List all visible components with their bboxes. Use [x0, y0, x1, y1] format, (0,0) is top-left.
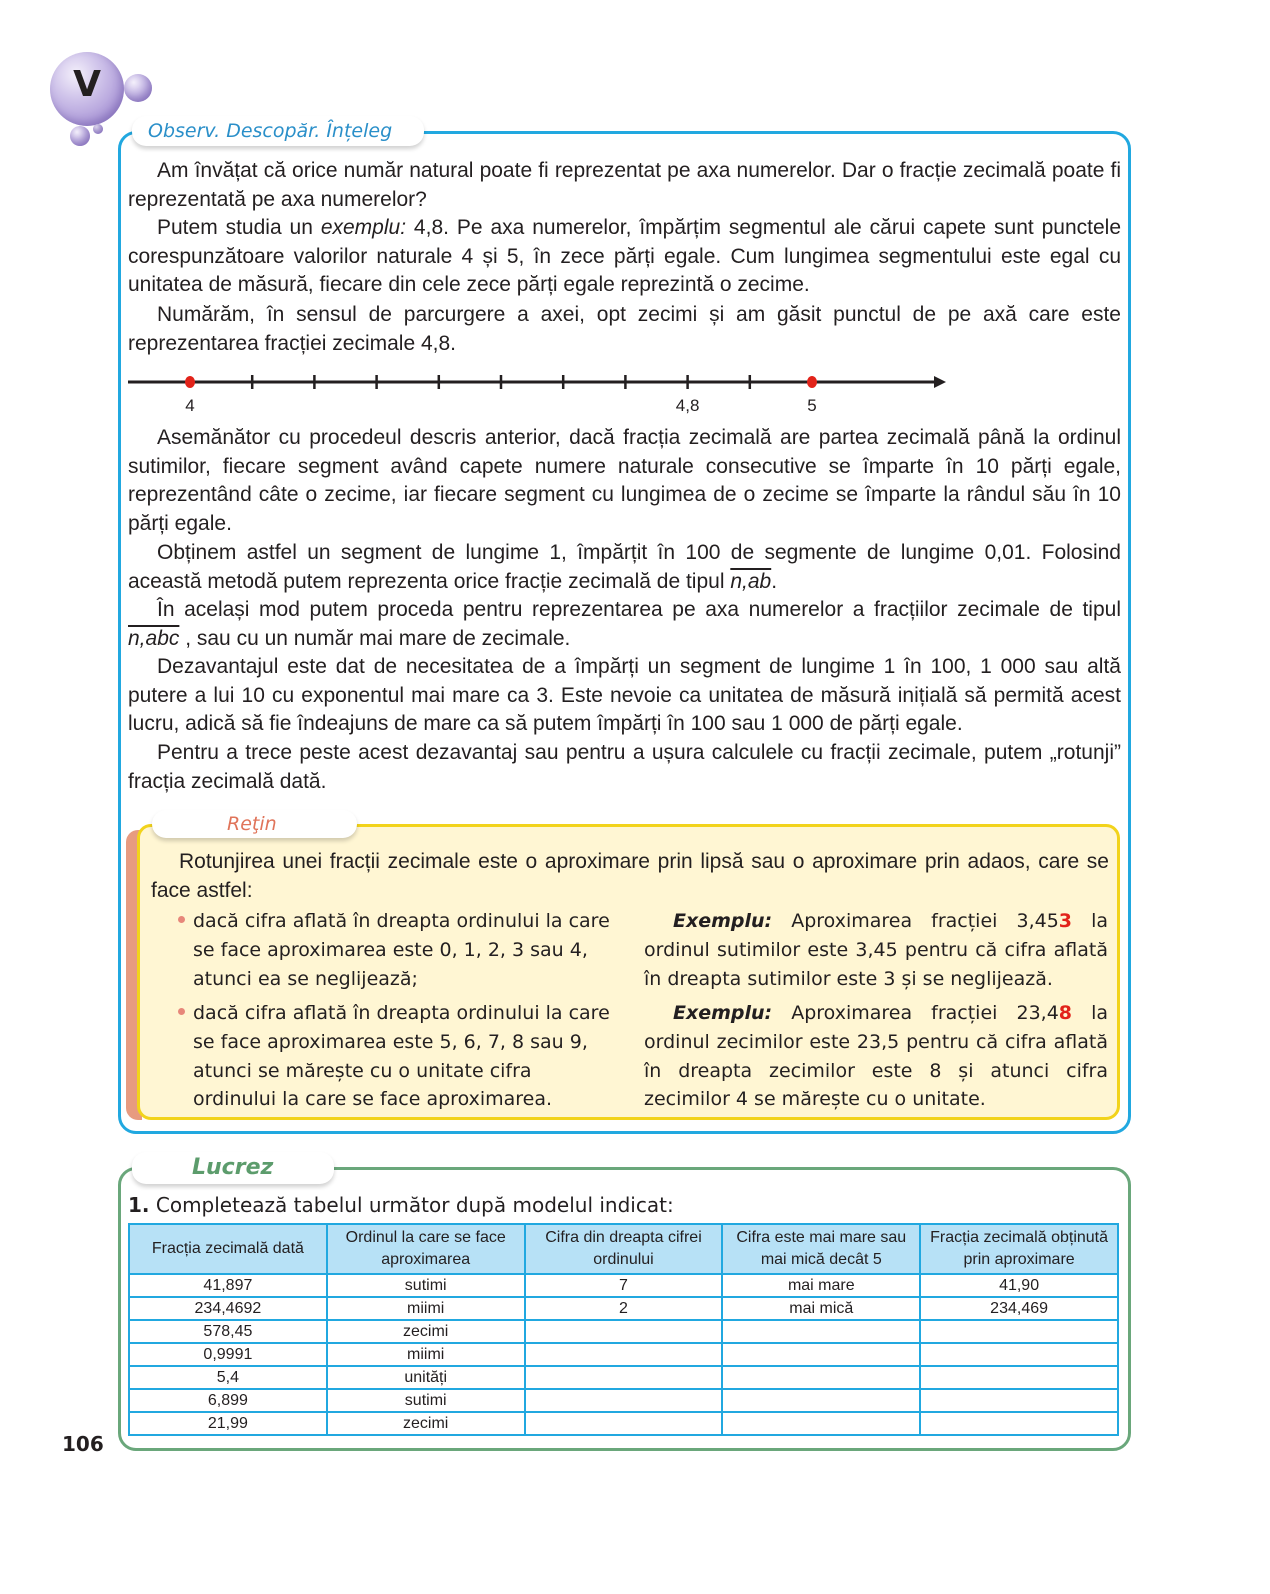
- rule-bullet-2: dacă cifra aflată în dreapta ordinului la care se face aproximarea este 5, 6, 7, 8 sau 9, atunci se mărește cu o unitate cifra ordinului la care se face aproximarea.: [178, 999, 616, 1114]
- chapter-letter: V: [73, 64, 101, 105]
- axis-label: 4: [185, 396, 195, 415]
- example-2: Exemplu: Aproximarea fracției 23,48 la ordinul zecimilor este 23,5 pentru că cifra aflată în dreapta zecimilor este 8 și atunci cifra zecimilor 4 se mărește cu o unitate.: [644, 1002, 1109, 1111]
- table-row: [129, 1366, 1118, 1389]
- intro-paragraph-1: Am învățat că orice număr natural poate fi reprezentat pe axa numerelor. Dar o fracție zecimală poate fi reprezentată pe axa numerelor?: [128, 159, 1121, 211]
- table-row: [129, 1389, 1118, 1412]
- axis-label: 5: [807, 396, 817, 415]
- table-cell-blank[interactable]: [920, 1320, 1118, 1343]
- body-paragraph-6: În același mod putem proceda pentru reprezentarea pe axa numerelor a fracțiilor zecimale de tipul n,abc , sau cu un număr mai mare de zecimale.: [128, 598, 1121, 650]
- table-cell-blank[interactable]: [525, 1343, 723, 1366]
- table-cell-blank[interactable]: [722, 1320, 920, 1343]
- table-cell: 234,4692: [129, 1297, 327, 1320]
- exercise-prompt: 1. Completează tabelul următor după modelul indicat:: [128, 1193, 674, 1217]
- marked-point: [807, 376, 817, 388]
- column-header: Fracția zecimală dată: [129, 1224, 327, 1274]
- chapter-badge: [50, 52, 124, 126]
- table-row: [129, 1412, 1118, 1435]
- table-row: [129, 1297, 1118, 1320]
- body-paragraph-8: Pentru a trece peste acest dezavantaj sau pentru a ușura calculele cu fracții zecimale, putem „rotunji” fracția zecimală dată.: [128, 741, 1121, 793]
- table-cell: 41,90: [920, 1274, 1118, 1297]
- lucrez-section-title: Lucrez: [132, 1152, 334, 1184]
- retin-intro: Rotunjirea unei fracții zecimale este o aproximare prin lipsă sau o aproximare prin adaos, care se face astfel:: [151, 850, 1109, 902]
- table-cell: miimi: [327, 1343, 525, 1366]
- example-1: Exemplu: Aproximarea fracției 3,453 la ordinul sutimilor este 3,45 pentru că cifra aflată în dreapta sutimilor este 3 și se neglijează.: [644, 910, 1109, 990]
- body-paragraph-7: Dezavantajul este dat de necesitatea de a împărți un segment de lungime 1 în 100, 1 000 sau altă putere a lui 10 cu exponentul mai mare ca 3. Este nevoie ca unitatea de măsură inițială să permită acest lucru, adică să fie îndeajuns de mare ca să putem împărți în 100 sau 1 000 de părți egale.: [128, 655, 1121, 736]
- highlight-digit: 8: [1058, 1002, 1073, 1024]
- table-cell: mai mare: [722, 1274, 920, 1297]
- page-number: 106: [62, 1432, 104, 1456]
- table-cell-blank[interactable]: [525, 1389, 723, 1412]
- table-cell: 578,45: [129, 1320, 327, 1343]
- table-header-row: [129, 1224, 1118, 1274]
- table-cell-blank[interactable]: [920, 1343, 1118, 1366]
- observ-section-title: Observ. Descopăr. Înțeleg: [132, 116, 424, 146]
- intro-paragraph-2: Putem studia un exemplu: 4,8. Pe axa numerelor, împărțim segmentul ale cărui capete sunt punctele corespunzătoare valorilor naturale 4 și 5, în zece părți egale. Cum lungimea segmentului este egal cu unitatea de măsură, fiecare din cele zece părți egale reprezintă o zecime.: [128, 216, 1122, 297]
- table-cell: 7: [525, 1274, 723, 1297]
- table-cell: zecimi: [327, 1412, 525, 1435]
- marked-point: [185, 376, 195, 388]
- column-header: Cifra din dreapta cifrei ordinului: [525, 1224, 723, 1274]
- number-line: [128, 370, 948, 420]
- retin-section-title: Reţin: [152, 810, 357, 838]
- table-cell-blank[interactable]: [525, 1366, 723, 1389]
- table-cell-blank[interactable]: [722, 1366, 920, 1389]
- table-cell: 6,899: [129, 1389, 327, 1412]
- body-paragraph-5: Obținem astfel un segment de lungime 1, împărțit în 100 de segmente de lungime 0,01. Folosind această metodă putem reprezenta orice fracție zecimală de tipul n,ab.: [128, 541, 1121, 593]
- column-header: Fracția zecimală obținută prin aproximare: [920, 1224, 1118, 1274]
- table-cell-blank[interactable]: [722, 1389, 920, 1412]
- decorative-bubble-icon: [124, 74, 152, 102]
- table-cell-blank[interactable]: [525, 1320, 723, 1343]
- decorative-bubble-icon: [93, 124, 103, 134]
- notation-n-abc: n,abc: [128, 626, 180, 650]
- axis-arrow-icon: [934, 376, 946, 388]
- table-cell: 2: [525, 1297, 723, 1320]
- table-cell: 0,9991: [129, 1343, 327, 1366]
- axis-label: 4,8: [675, 396, 700, 415]
- exercise-table: [128, 1223, 1119, 1436]
- exercise-number: 1.: [128, 1193, 150, 1217]
- table-cell: mai mică: [722, 1297, 920, 1320]
- table-cell-blank[interactable]: [920, 1389, 1118, 1412]
- table-cell-blank[interactable]: [722, 1343, 920, 1366]
- column-header: Ordinul la care se face aproximarea: [327, 1224, 525, 1274]
- body-paragraph-4: Asemănător cu procedeul descris anterior, dacă fracția zecimală are partea zecimală până la ordinul sutimilor, fiecare segment având capete numere naturale consecutive se împarte în 10 părți egale, reprezentând câte o zecime, iar fiecare segment cu lungimea de o zecime se împarte la rândul său în 10 părți egale.: [128, 426, 1121, 535]
- table-cell: 21,99: [129, 1412, 327, 1435]
- highlight-digit: 3: [1058, 910, 1073, 932]
- table-cell: zecimi: [327, 1320, 525, 1343]
- rule-bullet-1: dacă cifra aflată în dreapta ordinului la care se face aproximarea este 0, 1, 2, 3 sau 4, atunci ea se neglijează;: [178, 907, 616, 993]
- table-cell-blank[interactable]: [920, 1412, 1118, 1435]
- table-cell: 41,897: [129, 1274, 327, 1297]
- table-row: [129, 1320, 1118, 1343]
- table-cell-blank[interactable]: [920, 1366, 1118, 1389]
- column-header: Cifra este mai mare sau mai mică decât 5: [722, 1224, 920, 1274]
- table-cell: sutimi: [327, 1274, 525, 1297]
- table-cell: unități: [327, 1366, 525, 1389]
- bullet-icon: [178, 916, 185, 923]
- table-row: [129, 1274, 1118, 1297]
- decorative-bubble-icon: [70, 126, 90, 146]
- table-cell: 5,4: [129, 1366, 327, 1389]
- table-row: [129, 1343, 1118, 1366]
- intro-paragraph-3: Numărăm, în sensul de parcurgere a axei, opt zecimi și am găsit punctul de pe axă care este reprezentarea fracției zecimale 4,8.: [128, 303, 1121, 355]
- table-cell: sutimi: [327, 1389, 525, 1412]
- notation-n-ab: n,ab: [730, 569, 772, 593]
- table-cell: 234,469: [920, 1297, 1118, 1320]
- table-cell-blank[interactable]: [525, 1412, 723, 1435]
- table-cell: miimi: [327, 1297, 525, 1320]
- bullet-icon: [178, 1008, 185, 1015]
- table-cell-blank[interactable]: [722, 1412, 920, 1435]
